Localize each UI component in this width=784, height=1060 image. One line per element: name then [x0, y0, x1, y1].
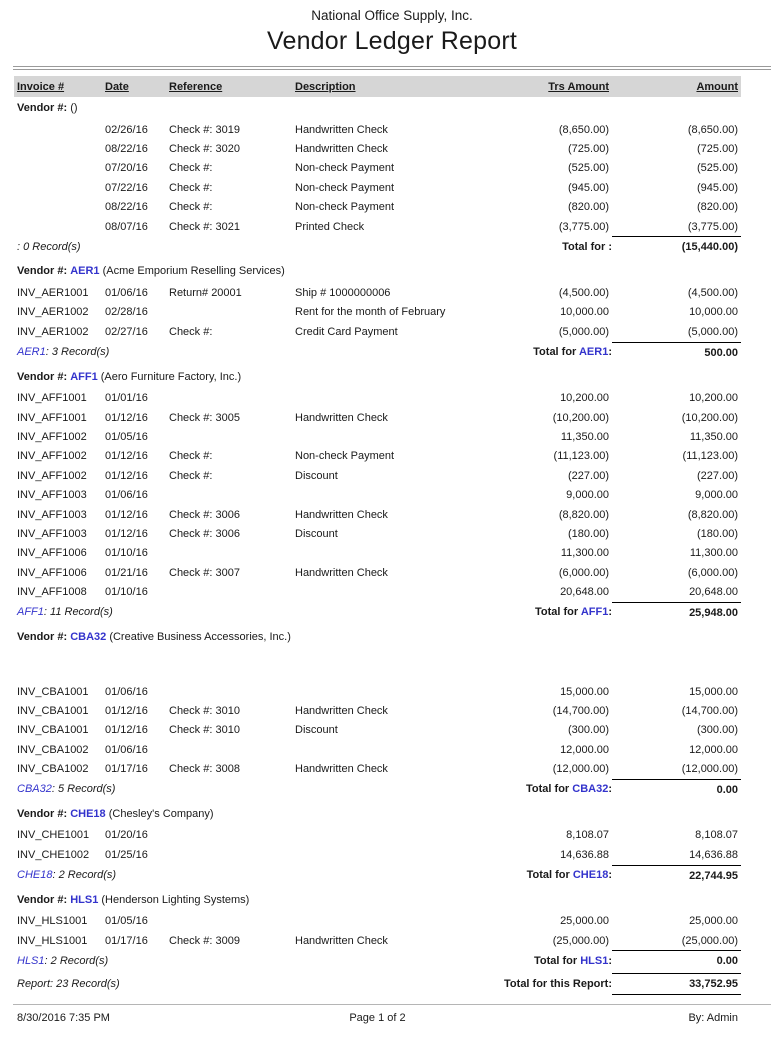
- footer-datetime: 8/30/2016 7:35 PM: [17, 1012, 110, 1025]
- vendor-number-label: Vendor #:: [17, 893, 68, 906]
- section-total-amount: 22,744.95: [612, 865, 741, 886]
- cell-trs-amount: 11,350.00: [560, 430, 609, 443]
- cell-date: 07/22/16: [105, 181, 148, 194]
- section-total-row: [14, 236, 741, 257]
- vendor-section: [0, 893, 784, 972]
- cell-amount: 15,000.00: [689, 685, 738, 698]
- cell-trs-amount: (12,000.00): [552, 763, 609, 776]
- cell-amount: (11,123.00): [682, 450, 738, 463]
- section-total-label: Total for CHE18:: [526, 869, 612, 882]
- cell-reference: Check #: 3006: [169, 508, 240, 521]
- cell-invoice: INV_AFF1002: [17, 450, 87, 463]
- cell-amount: (4,500.00): [687, 287, 738, 300]
- cell-invoice: INV_AFF1002: [17, 430, 87, 443]
- cell-date: 08/07/16: [105, 220, 148, 233]
- table-row: [14, 701, 741, 720]
- column-header-date: Date: [105, 80, 129, 93]
- cell-description: Non-check Payment: [295, 201, 395, 214]
- records-count-label: AER1: 3 Record(s): [17, 346, 110, 359]
- cell-amount: (525.00): [697, 162, 738, 175]
- cell-trs-amount: 15,000.00: [560, 685, 609, 698]
- table-row: [14, 303, 741, 322]
- vendor-number-label: Vendor #:: [17, 370, 68, 383]
- vendor-code: AER1: [70, 265, 100, 278]
- table-row: [14, 544, 741, 563]
- vendor-code: AFF1: [580, 606, 609, 619]
- cell-trs-amount: (25,000.00): [552, 934, 609, 947]
- cell-trs-amount: 20,648.00: [560, 586, 609, 599]
- vendor-number-label: Vendor #:: [17, 630, 68, 643]
- cell-date: 01/17/16: [105, 763, 148, 776]
- cell-trs-amount: (227.00): [568, 469, 609, 482]
- cell-trs-amount: (945.00): [568, 181, 609, 194]
- cell-date: 02/28/16: [105, 306, 148, 319]
- cell-date: 01/12/16: [105, 527, 148, 540]
- vendor-code: AER1: [578, 346, 609, 359]
- cell-trs-amount: (525.00): [568, 162, 609, 175]
- cell-reference: Return# 20001: [169, 287, 242, 300]
- cell-date: 01/01/16: [105, 392, 148, 405]
- cell-trs-amount: (3,775.00): [558, 220, 609, 233]
- cell-invoice: INV_HLS1001: [17, 934, 88, 947]
- cell-amount: 9,000.00: [695, 489, 738, 502]
- cell-amount: 10,000.00: [689, 306, 738, 319]
- cell-date: 02/26/16: [105, 123, 148, 136]
- cell-date: 01/25/16: [105, 848, 148, 861]
- cell-invoice: INV_CBA1002: [17, 743, 89, 756]
- cell-invoice: INV_AFF1002: [17, 469, 87, 482]
- cell-description: Rent for the month of February: [295, 306, 446, 319]
- column-header-row: [14, 76, 741, 97]
- cell-trs-amount: (725.00): [568, 143, 609, 156]
- sections: [0, 101, 784, 971]
- cell-invoice: INV_CBA1001: [17, 704, 89, 717]
- cell-amount: 8,108.07: [695, 829, 738, 842]
- page-footer: [14, 1012, 741, 1024]
- records-count-label: CBA32: 5 Record(s): [17, 783, 116, 796]
- section-total-row: [14, 779, 741, 800]
- cell-reference: Check #:: [169, 162, 213, 175]
- column-header-amount: Amount: [696, 80, 738, 93]
- vendor-code: AFF1: [17, 606, 44, 619]
- cell-description: Discount: [295, 724, 338, 737]
- vendor-header: [17, 630, 784, 645]
- cell-invoice: INV_CBA1001: [17, 724, 89, 737]
- cell-trs-amount: (11,123.00): [553, 450, 609, 463]
- table-row: [14, 466, 741, 485]
- table-row: [14, 582, 741, 601]
- vendor-name: (): [70, 102, 78, 114]
- table-row: [14, 759, 741, 778]
- section-total-label: Total for :: [562, 240, 612, 253]
- cell-date: 08/22/16: [105, 201, 148, 214]
- vendor-code: AFF1: [70, 370, 98, 383]
- cell-trs-amount: (8,820.00): [558, 508, 609, 521]
- cell-invoice: INV_AFF1006: [17, 566, 87, 579]
- vendor-header: [17, 101, 784, 116]
- table-row: [14, 912, 741, 931]
- cell-date: 01/06/16: [105, 685, 148, 698]
- cell-description: Discount: [295, 527, 338, 540]
- cell-trs-amount: (820.00): [568, 201, 609, 214]
- vendor-rows: [14, 389, 741, 602]
- section-total-amount: 0.00: [612, 950, 741, 971]
- cell-date: 01/10/16: [105, 547, 148, 560]
- cell-trs-amount: (6,000.00): [558, 566, 609, 579]
- vendor-name: (Henderson Lighting Systems): [101, 893, 250, 906]
- vendor-number-label: Vendor #:: [17, 102, 68, 114]
- cell-date: 01/12/16: [105, 411, 148, 424]
- table-row: [14, 217, 741, 236]
- vendor-code: AER1: [17, 346, 46, 359]
- cell-invoice: INV_AER1001: [17, 287, 89, 300]
- company-name: National Office Supply, Inc.: [311, 8, 473, 23]
- cell-reference: Check #: 3010: [169, 704, 240, 717]
- section-total-label: Total for HLS1:: [533, 954, 612, 967]
- cell-reference: Check #: 3006: [169, 527, 240, 540]
- cell-invoice: INV_AER1002: [17, 306, 89, 319]
- cell-reference: Check #: 3008: [169, 763, 240, 776]
- footer-divider: [13, 1004, 771, 1005]
- column-header-invoice: Invoice #: [17, 80, 65, 93]
- report-total-amount: 33,752.95: [612, 973, 741, 995]
- section-total-amount: (15,440.00): [612, 236, 741, 257]
- cell-description: Non-check Payment: [295, 181, 395, 194]
- cell-amount: (300.00): [697, 724, 738, 737]
- cell-amount: 11,350.00: [689, 430, 738, 443]
- report-total-row: [14, 973, 741, 995]
- vendor-header: [17, 893, 784, 908]
- records-count-label: CHE18: 2 Record(s): [17, 869, 117, 882]
- footer-user: By: Admin: [688, 1012, 738, 1025]
- cell-amount: (945.00): [697, 181, 738, 194]
- cell-reference: Check #: 3007: [169, 566, 240, 579]
- report-page: [0, 8, 784, 1024]
- cell-trs-amount: 14,636.88: [560, 848, 609, 861]
- vendor-section: [0, 630, 784, 800]
- table-row: [14, 120, 741, 139]
- cell-date: 01/17/16: [105, 934, 148, 947]
- cell-date: 01/21/16: [105, 566, 148, 579]
- vendor-name: (Creative Business Accessories, Inc.): [109, 630, 291, 643]
- cell-date: 02/27/16: [105, 325, 148, 338]
- section-total-amount: 0.00: [612, 779, 741, 800]
- section-total-label: Total for CBA32:: [526, 783, 612, 796]
- table-row: [14, 845, 741, 864]
- section-total-row: [14, 865, 741, 886]
- cell-description: Ship # 1000000006: [295, 287, 391, 300]
- cell-trs-amount: 10,000.00: [560, 306, 609, 319]
- cell-reference: Check #: 3019: [169, 123, 240, 136]
- cell-reference: Check #: 3010: [169, 724, 240, 737]
- table-row: [14, 139, 741, 158]
- table-row: [14, 682, 741, 701]
- records-count-label: AFF1: 11 Record(s): [17, 606, 113, 619]
- cell-trs-amount: (5,000.00): [558, 325, 609, 338]
- vendor-code: CHE18: [17, 869, 53, 882]
- column-header-description: Description: [295, 80, 356, 93]
- cell-reference: Check #:: [169, 201, 213, 214]
- cell-date: 01/12/16: [105, 450, 148, 463]
- cell-invoice: INV_AFF1001: [17, 392, 87, 405]
- table-row: [14, 283, 741, 302]
- cell-date: 08/22/16: [105, 143, 148, 156]
- cell-date: 01/10/16: [105, 586, 148, 599]
- cell-invoice: INV_AER1002: [17, 325, 89, 338]
- vendor-name: (Aero Furniture Factory, Inc.): [100, 370, 242, 383]
- cell-amount: (10,200.00): [681, 411, 738, 424]
- cell-amount: (8,650.00): [687, 123, 738, 136]
- table-row: [14, 485, 741, 504]
- vendor-code: CBA32: [70, 630, 107, 643]
- cell-description: Printed Check: [295, 220, 365, 233]
- cell-date: 01/06/16: [105, 287, 148, 300]
- cell-trs-amount: (4,500.00): [558, 287, 609, 300]
- title-divider: [13, 66, 771, 70]
- cell-date: 07/20/16: [105, 162, 148, 175]
- vendor-name: (Acme Emporium Reselling Services): [102, 265, 285, 278]
- section-total-label: Total for AFF1:: [535, 606, 612, 619]
- cell-invoice: INV_CHE1001: [17, 829, 90, 842]
- cell-amount: (180.00): [697, 527, 738, 540]
- table-row: [14, 427, 741, 446]
- cell-trs-amount: 9,000.00: [566, 489, 609, 502]
- section-total-amount: 25,948.00: [612, 602, 741, 623]
- cell-trs-amount: (8,650.00): [558, 123, 609, 136]
- cell-trs-amount: 25,000.00: [560, 915, 609, 928]
- vendor-header: [17, 264, 784, 279]
- table-row: [14, 198, 741, 217]
- cell-amount: (14,700.00): [681, 704, 738, 717]
- table-row: [14, 322, 741, 341]
- cell-description: Handwritten Check: [295, 143, 388, 156]
- cell-description: Non-check Payment: [295, 162, 395, 175]
- cell-description: Handwritten Check: [295, 763, 388, 776]
- cell-amount: (3,775.00): [687, 220, 738, 233]
- cell-invoice: INV_AFF1008: [17, 586, 87, 599]
- cell-date: 01/05/16: [105, 430, 148, 443]
- vendor-code: CHE18: [70, 807, 106, 820]
- cell-trs-amount: 10,200.00: [560, 392, 609, 405]
- cell-invoice: INV_AFF1003: [17, 508, 87, 521]
- footer-page-number: Page 1 of 2: [349, 1012, 406, 1025]
- report-total-label: Total for this Report:: [504, 978, 612, 991]
- cell-description: Credit Card Payment: [295, 325, 398, 338]
- cell-description: Handwritten Check: [295, 566, 388, 579]
- cell-date: 01/12/16: [105, 508, 148, 521]
- vendor-code: HLS1: [70, 893, 99, 906]
- cell-amount: 14,636.88: [689, 848, 738, 861]
- cell-amount: (6,000.00): [687, 566, 738, 579]
- cell-description: Handwritten Check: [295, 123, 388, 136]
- table-row: [14, 563, 741, 582]
- cell-date: 01/06/16: [105, 489, 148, 502]
- cell-description: Non-check Payment: [295, 450, 395, 463]
- cell-invoice: INV_AFF1003: [17, 489, 87, 502]
- table-row: [14, 389, 741, 408]
- cell-trs-amount: (180.00): [568, 527, 609, 540]
- vendor-rows: [14, 120, 741, 236]
- cell-amount: (725.00): [697, 143, 738, 156]
- cell-invoice: INV_AFF1006: [17, 547, 87, 560]
- cell-trs-amount: 12,000.00: [560, 743, 609, 756]
- table-row: [14, 826, 741, 845]
- vendor-number-label: Vendor #:: [17, 807, 68, 820]
- cell-invoice: INV_CHE1002: [17, 848, 90, 861]
- cell-invoice: INV_CBA1001: [17, 685, 89, 698]
- cell-amount: 20,648.00: [689, 586, 738, 599]
- cell-reference: Check #: 3009: [169, 934, 240, 947]
- table-row: [14, 931, 741, 950]
- cell-description: Handwritten Check: [295, 411, 388, 424]
- cell-description: Handwritten Check: [295, 704, 388, 717]
- cell-reference: Check #:: [169, 325, 213, 338]
- cell-reference: Check #:: [169, 450, 213, 463]
- cell-reference: Check #:: [169, 469, 213, 482]
- vendor-section: [0, 101, 784, 257]
- section-total-row: [14, 950, 741, 971]
- cell-reference: Check #:: [169, 181, 213, 194]
- vendor-code: HLS1: [17, 954, 45, 967]
- vendor-section: [0, 264, 784, 362]
- cell-amount: (12,000.00): [681, 763, 738, 776]
- cell-amount: 11,300.00: [689, 547, 738, 560]
- vendor-header: [17, 807, 784, 822]
- cell-trs-amount: 8,108.07: [566, 829, 609, 842]
- column-header-trs-amount: Trs Amount: [548, 80, 609, 93]
- cell-amount: 12,000.00: [689, 743, 738, 756]
- cell-date: 01/05/16: [105, 915, 148, 928]
- vendor-number-label: Vendor #:: [17, 265, 68, 278]
- table-row: [14, 524, 741, 543]
- table-row: [14, 721, 741, 740]
- vendor-rows: [14, 283, 741, 341]
- cell-amount: (8,820.00): [687, 508, 738, 521]
- cell-amount: (227.00): [697, 469, 738, 482]
- cell-invoice: INV_HLS1001: [17, 915, 88, 928]
- table-row: [14, 159, 741, 178]
- vendor-header: [17, 370, 784, 385]
- records-count-label: HLS1: 2 Record(s): [17, 954, 109, 967]
- cell-reference: Check #: 3021: [169, 220, 240, 233]
- cell-amount: (5,000.00): [687, 325, 738, 338]
- table-row: [14, 178, 741, 197]
- cell-invoice: INV_AFF1003: [17, 527, 87, 540]
- cell-trs-amount: (300.00): [568, 724, 609, 737]
- section-total-row: [14, 602, 741, 623]
- report-title: Vendor Ledger Report: [266, 27, 517, 55]
- cell-date: 01/06/16: [105, 743, 148, 756]
- section-total-label: Total for AER1:: [533, 346, 612, 359]
- cell-description: Handwritten Check: [295, 508, 388, 521]
- vendor-rows: [14, 912, 741, 951]
- vendor-section: [0, 807, 784, 886]
- records-count-label: : 0 Record(s): [17, 240, 81, 253]
- cell-reference: Check #: 3020: [169, 143, 240, 156]
- cell-trs-amount: (14,700.00): [552, 704, 609, 717]
- vendor-section: [0, 370, 784, 623]
- cell-date: 01/12/16: [105, 704, 148, 717]
- cell-date: 01/12/16: [105, 724, 148, 737]
- cell-amount: (25,000.00): [681, 934, 738, 947]
- cell-invoice: INV_AFF1001: [17, 411, 87, 424]
- cell-reference: Check #: 3005: [169, 411, 240, 424]
- cell-description: Handwritten Check: [295, 934, 388, 947]
- vendor-code: CBA32: [17, 783, 52, 796]
- cell-invoice: INV_CBA1002: [17, 763, 89, 776]
- cell-amount: (820.00): [697, 201, 738, 214]
- cell-trs-amount: (10,200.00): [552, 411, 609, 424]
- cell-date: 01/12/16: [105, 469, 148, 482]
- cell-amount: 10,200.00: [689, 392, 738, 405]
- vendor-rows: [14, 682, 741, 779]
- table-row: [14, 505, 741, 524]
- vendor-name: (Chesley's Company): [108, 807, 214, 820]
- column-header-reference: Reference: [169, 80, 223, 93]
- table-row: [14, 447, 741, 466]
- section-total-row: [14, 342, 741, 363]
- section-total-amount: 500.00: [612, 342, 741, 363]
- cell-amount: 25,000.00: [689, 915, 738, 928]
- vendor-rows: [14, 826, 741, 865]
- vendor-code: CHE18: [572, 869, 609, 882]
- report-records-label: Report: 23 Record(s): [17, 978, 120, 991]
- vendor-code: CBA32: [572, 783, 609, 796]
- table-row: [14, 740, 741, 759]
- cell-trs-amount: 11,300.00: [560, 547, 609, 560]
- table-row: [14, 408, 741, 427]
- cell-description: Discount: [295, 469, 338, 482]
- cell-date: 01/20/16: [105, 829, 148, 842]
- vendor-code: HLS1: [580, 954, 609, 967]
